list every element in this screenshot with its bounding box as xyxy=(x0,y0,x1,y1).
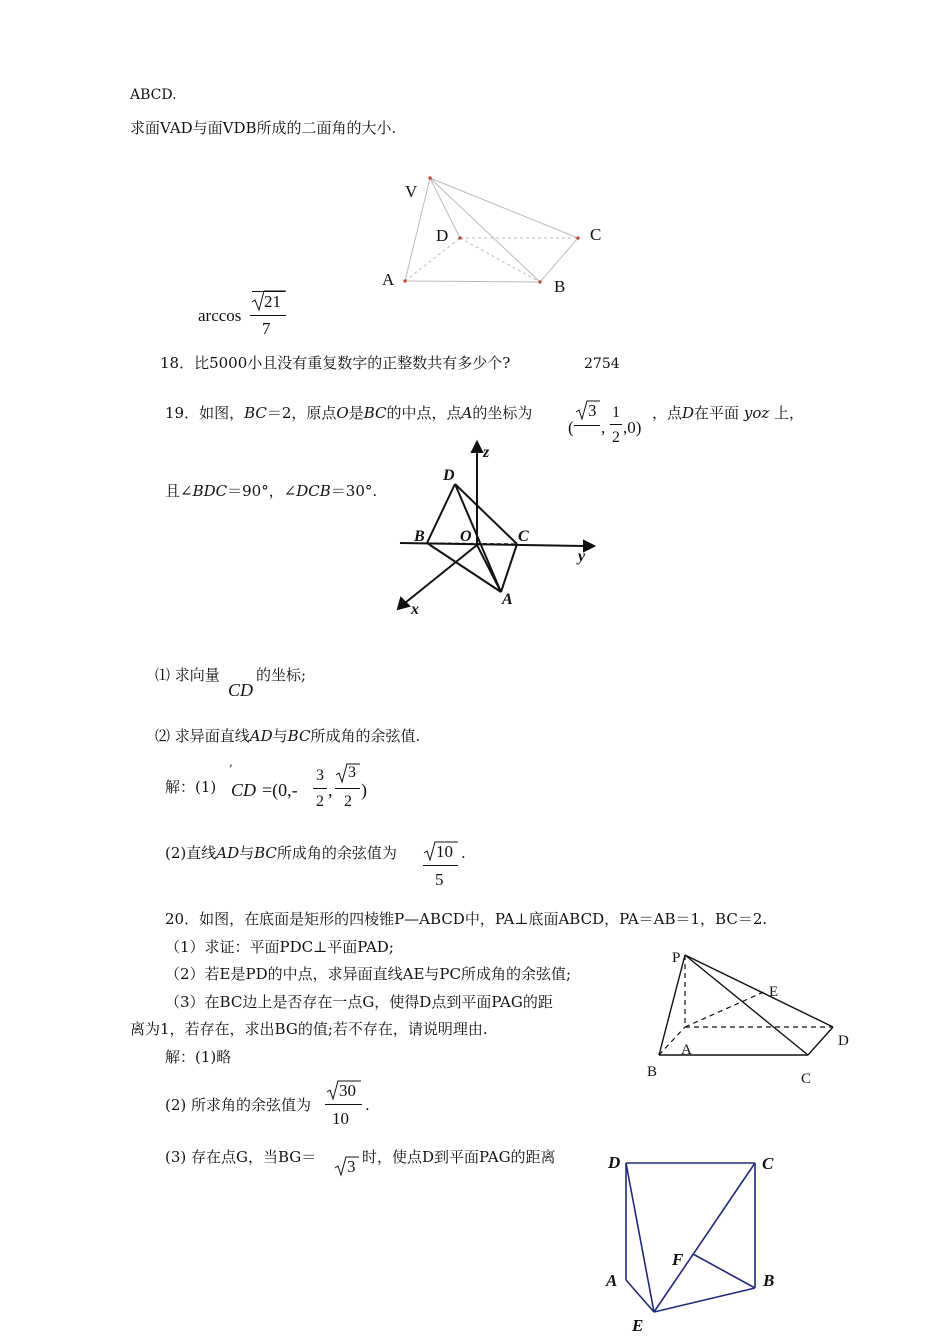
question-20-solution-1: 解：(1)略 xyxy=(165,1048,232,1066)
solution-20-sqrt3: 3 xyxy=(347,1157,356,1176)
solution-1-vector: CD xyxy=(231,780,257,800)
question-20-part3-cont: 离为1，若存在，求出BG的值;若不存在，请说明理由. xyxy=(130,1020,488,1038)
question-19-line2: 且∠BDC＝90°，∠DCB＝30°. xyxy=(165,482,378,500)
fig3-label-a: A xyxy=(681,1042,692,1058)
fig2-label-d: D xyxy=(443,467,455,484)
fig2-label-o: O xyxy=(460,528,472,545)
fig2-label-y: y xyxy=(578,548,586,565)
part-2-question: ⑵ 求异面直线AD与BC所成角的余弦值. xyxy=(155,727,421,745)
fig4-label-e: E xyxy=(632,1316,644,1335)
question-19-line1-end: ，点D在平面 yoz 上， xyxy=(652,404,805,422)
fig3-label-c: C xyxy=(801,1071,812,1087)
question-20-part1: （1）求证：平面PDC⊥平面PAD; xyxy=(165,938,394,956)
part-1-suffix: 的坐标; xyxy=(256,666,307,684)
fig4-label-f: F xyxy=(672,1250,684,1269)
vector-cd: CD xyxy=(228,680,254,700)
text-abcd: ABCD. xyxy=(130,87,177,103)
solution-2-sqrt10: 10 xyxy=(436,842,453,861)
solution-1-label: 解：(1) xyxy=(165,778,217,796)
solution-1-sqrt3: 3 xyxy=(348,764,356,781)
coord-two: 2 xyxy=(612,429,620,446)
solution-20-sqrt30: 30 xyxy=(339,1081,356,1100)
fig2-label-b: B xyxy=(414,528,425,545)
fig4-label-d: D xyxy=(608,1153,621,1172)
solution-2-dot: . xyxy=(461,844,466,862)
solution-1-den2b: 2 xyxy=(344,793,352,810)
part-1-prefix: ⑴ 求向量 xyxy=(155,666,220,684)
coord-sqrt3: 3 xyxy=(588,401,597,420)
question-20-solution-3a: (3) 存在点G，当BG＝ xyxy=(165,1148,317,1166)
question-20-part2: （2）若E是PD的中点，求异面直线AE与PC所成角的余弦值; xyxy=(165,965,572,983)
question-18-answer: 2754 xyxy=(584,356,620,372)
solution-1-den2: 2 xyxy=(316,793,324,810)
solution-1-num3: 3 xyxy=(316,767,324,784)
fig3-label-d: D xyxy=(838,1033,849,1049)
fig2-label-x: x xyxy=(411,601,419,618)
coord-rest: ,0) xyxy=(623,418,642,437)
stray-comma: , xyxy=(229,755,233,769)
fig2-label-a: A xyxy=(502,591,513,608)
question-19-line1: 19．如图，BC＝2，原点O是BC的中点，点A的坐标为 xyxy=(165,404,533,422)
answer-17-num: 21 xyxy=(264,292,281,311)
question-20-solution-2: (2) 所求角的余弦值为 xyxy=(165,1096,312,1114)
coord-one: 1 xyxy=(612,404,620,421)
fig1-label-d: D xyxy=(436,226,449,245)
question-17-text: 求面VAD与面VDB所成的二面角的大小. xyxy=(130,119,397,137)
fig1-label-a: A xyxy=(382,270,395,289)
fig2-label-c: C xyxy=(518,528,529,545)
solution-1-close: ) xyxy=(361,780,367,800)
fig4-label-a: A xyxy=(606,1271,618,1290)
fig1-label-c: C xyxy=(590,225,602,244)
solution-1-comma: , xyxy=(328,780,333,800)
question-18-text: 18．比5000小且没有重复数字的正整数共有多少个? xyxy=(160,354,511,372)
question-20-line1: 20．如图，在底面是矩形的四棱锥P—ABCD中，PA⊥底面ABCD，PA＝AB＝1，BC＝2. xyxy=(165,910,768,928)
fig1-label-v: V xyxy=(405,182,418,201)
answer-17-arccos: arccos xyxy=(198,306,242,325)
solution-20-dot: . xyxy=(365,1096,370,1114)
coord-open: ( xyxy=(568,418,574,437)
coord-comma: , xyxy=(601,418,606,437)
question-20-solution-3b: 时，使点D到平面PAG的距离 xyxy=(362,1148,556,1166)
fig3-label-p: P xyxy=(672,950,681,966)
fig4-label-b: B xyxy=(763,1271,775,1290)
fig4-label-c: C xyxy=(762,1154,774,1173)
solution-20-den10: 10 xyxy=(332,1109,349,1128)
fig2-label-z: z xyxy=(483,444,490,461)
fig1-label-b: B xyxy=(554,277,566,296)
solution-2-den5: 5 xyxy=(435,870,444,889)
answer-17-den: 7 xyxy=(262,319,271,338)
solution-2-text: (2)直线AD与BC所成角的余弦值为 xyxy=(165,844,397,862)
fig3-label-b: B xyxy=(647,1064,658,1080)
solution-1-eq: =(0,- xyxy=(262,780,298,800)
fig3-label-e: E xyxy=(769,984,779,1000)
question-20-part3: （3）在BC边上是否存在一点G，使得D点到平面PAG的距 xyxy=(165,993,553,1011)
